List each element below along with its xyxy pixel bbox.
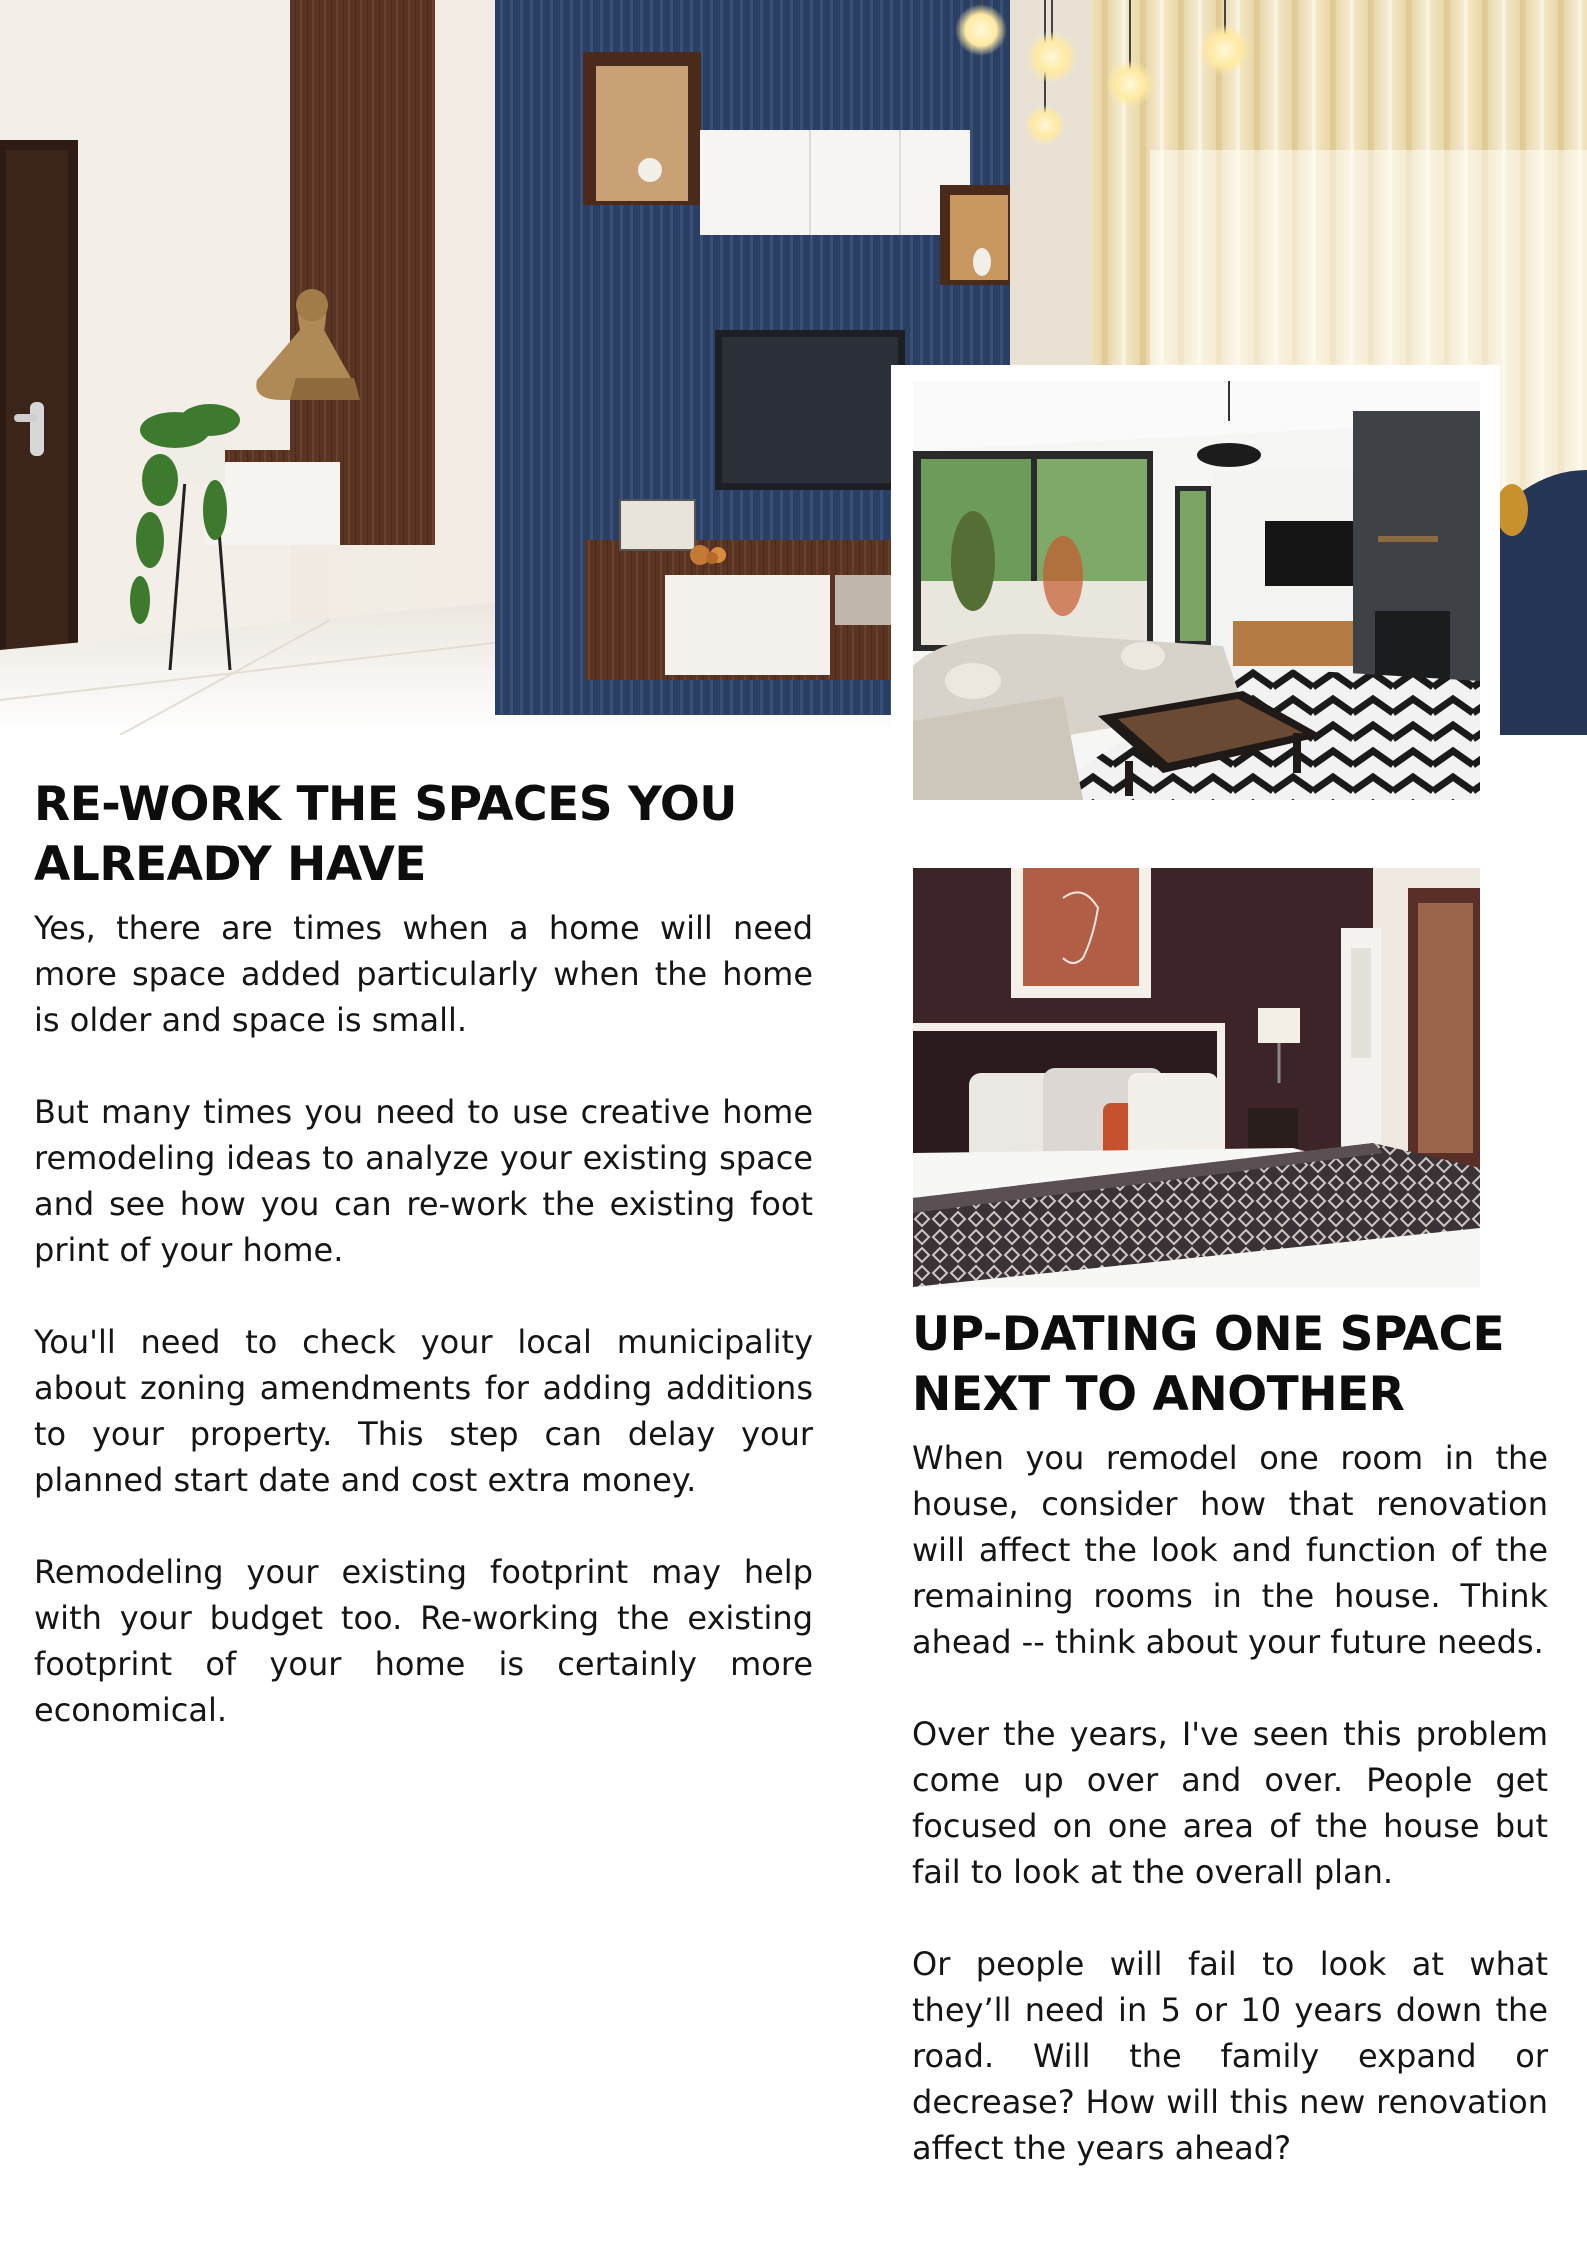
right-section-body	[912, 1435, 1548, 2217]
lounge-illustration	[913, 381, 1480, 800]
right-paragraph-2: Over the years, I've seen this problem come up over and over. People get focused on one area of the house but fail to look at the overall plan.	[912, 1715, 1548, 1891]
right-heading-line-2: NEXT TO ANOTHER	[912, 1367, 1405, 1422]
left-heading-line-2: ALREADY HAVE	[34, 837, 426, 892]
right-paragraph-1: When you remodel one room in the house, consider how that renovation will affect the look and function of the remaining rooms in the house. Think ahead -- think about your future needs.	[912, 1439, 1548, 1661]
left-section-heading	[34, 775, 824, 895]
left-paragraph-4: Remodeling your existing footprint may help with your budget too. Re-working the existing footprint of your home is certainly more economical.	[34, 1553, 813, 1729]
right-section-heading	[912, 1305, 1572, 1425]
left-paragraph-1: Yes, there are times when a home will need more space added particularly when the home is older and space is small.	[34, 909, 813, 1039]
left-section-body	[34, 905, 813, 1779]
left-paragraph-3: You'll need to check your local municipality about zoning amendments for adding additions to your property. This step can delay your planned start date and cost extra money.	[34, 1323, 813, 1499]
right-heading-line-1: UP-DATING ONE SPACE	[912, 1307, 1505, 1362]
bedroom-illustration	[913, 868, 1480, 1287]
bedroom-photo	[913, 868, 1480, 1287]
modern-lounge-photo	[913, 381, 1480, 800]
left-heading-text	[34, 775, 824, 895]
left-heading-line-1: RE-WORK THE SPACES YOU	[34, 777, 737, 832]
right-heading-text	[912, 1305, 1572, 1425]
left-paragraph-2: But many times you need to use creative home remodeling ideas to analyze your existing space and see how you can re-work the existing foot print of your home.	[34, 1093, 813, 1269]
right-paragraph-3: Or people will fail to look at what they’ll need in 5 or 10 years down the road. Will the family expand or decrease? How will this new renovation affect the years ahead?	[912, 1945, 1548, 2167]
